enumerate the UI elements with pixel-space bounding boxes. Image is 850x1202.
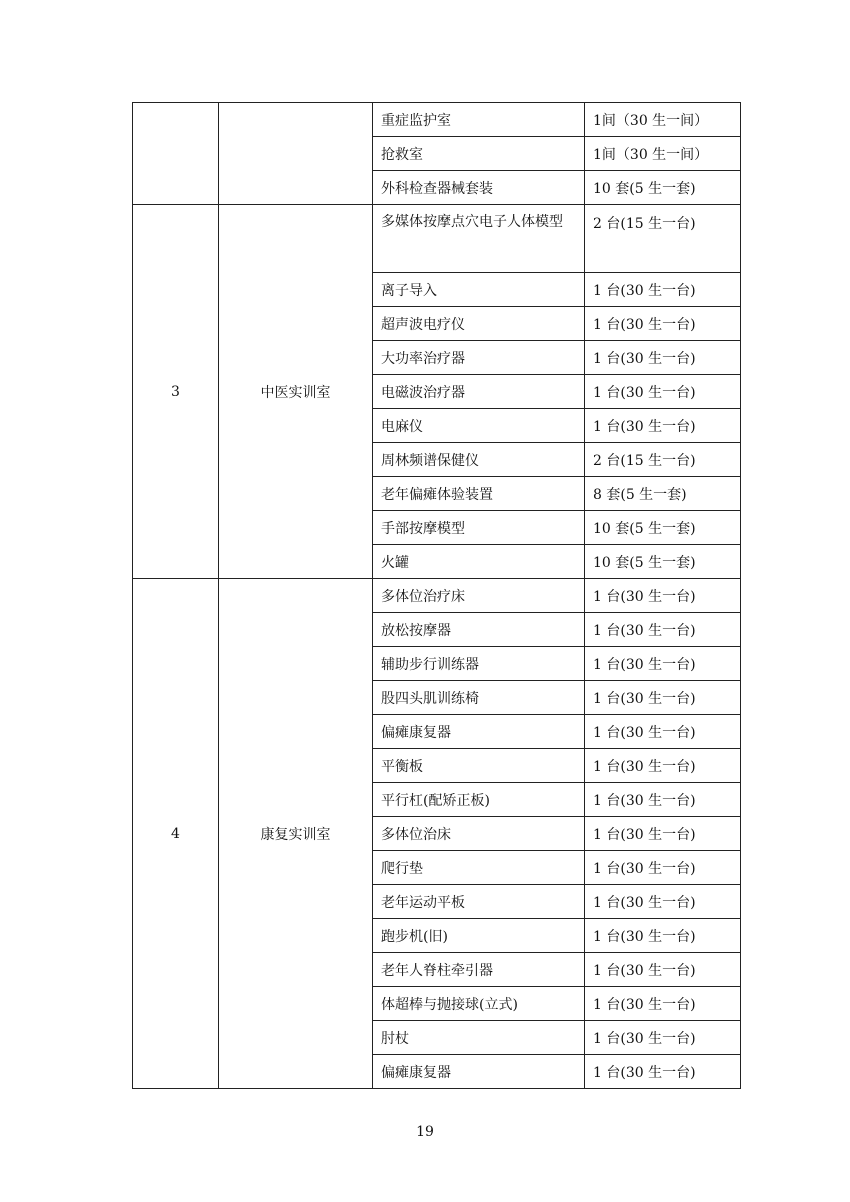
item-name-cell: 爬行垫	[373, 851, 585, 885]
item-name-cell: 抢救室	[373, 137, 585, 171]
item-name-cell: 多媒体按摩点穴电子人体模型	[373, 205, 585, 273]
item-quantity-cell: 2 台(15 生一台)	[585, 205, 741, 273]
item-quantity-cell: 1 台(30 生一台)	[585, 1021, 741, 1055]
item-quantity-cell: 1 台(30 生一台)	[585, 341, 741, 375]
equipment-table	[132, 102, 741, 1089]
item-name-cell: 多体位治疗床	[373, 579, 585, 613]
item-name-cell: 周林频谱保健仪	[373, 443, 585, 477]
room-name-cell: 康复实训室	[219, 579, 373, 1089]
item-quantity-cell: 2 台(15 生一台)	[585, 443, 741, 477]
item-quantity-cell: 1 台(30 生一台)	[585, 1055, 741, 1089]
item-name-cell: 离子导入	[373, 273, 585, 307]
item-quantity-cell: 1 台(30 生一台)	[585, 851, 741, 885]
equipment-table-body	[133, 103, 741, 1089]
item-name-cell: 多体位治床	[373, 817, 585, 851]
item-quantity-cell: 1 台(30 生一台)	[585, 613, 741, 647]
item-quantity-cell: 1 台(30 生一台)	[585, 375, 741, 409]
item-quantity-cell: 1间（30 生一间）	[585, 137, 741, 171]
item-quantity-cell: 1 台(30 生一台)	[585, 409, 741, 443]
item-name-cell: 老年运动平板	[373, 885, 585, 919]
item-quantity-cell: 1 台(30 生一台)	[585, 919, 741, 953]
item-name-cell: 体超棒与抛接球(立式)	[373, 987, 585, 1021]
item-name-cell: 手部按摩模型	[373, 511, 585, 545]
item-name-cell: 电磁波治疗器	[373, 375, 585, 409]
item-quantity-cell: 1 台(30 生一台)	[585, 681, 741, 715]
item-quantity-cell: 10 套(5 生一套)	[585, 545, 741, 579]
item-quantity-cell: 1 台(30 生一台)	[585, 273, 741, 307]
item-name-cell: 偏瘫康复器	[373, 715, 585, 749]
room-name-cell	[219, 103, 373, 205]
item-quantity-cell: 1 台(30 生一台)	[585, 579, 741, 613]
section-number-cell	[133, 103, 219, 205]
item-name-cell: 老年人脊柱牵引器	[373, 953, 585, 987]
item-quantity-cell: 1 台(30 生一台)	[585, 953, 741, 987]
item-name-cell: 超声波电疗仪	[373, 307, 585, 341]
item-quantity-cell: 10 套(5 生一套)	[585, 171, 741, 205]
item-quantity-cell: 1 台(30 生一台)	[585, 715, 741, 749]
item-quantity-cell: 1间（30 生一间）	[585, 103, 741, 137]
item-name-cell: 外科检查器械套装	[373, 171, 585, 205]
item-name-cell: 肘杖	[373, 1021, 585, 1055]
room-name-cell: 中医实训室	[219, 205, 373, 579]
item-name-cell: 重症监护室	[373, 103, 585, 137]
item-quantity-cell: 1 台(30 生一台)	[585, 647, 741, 681]
item-name-cell: 放松按摩器	[373, 613, 585, 647]
item-name-cell: 偏瘫康复器	[373, 1055, 585, 1089]
table-row	[133, 103, 741, 137]
item-name-cell: 火罐	[373, 545, 585, 579]
item-name-cell: 股四头肌训练椅	[373, 681, 585, 715]
section-number-cell: 4	[133, 579, 219, 1089]
item-quantity-cell: 1 台(30 生一台)	[585, 307, 741, 341]
table-row	[133, 579, 741, 613]
item-quantity-cell: 10 套(5 生一套)	[585, 511, 741, 545]
item-name-cell: 辅助步行训练器	[373, 647, 585, 681]
item-name-cell: 电麻仪	[373, 409, 585, 443]
item-quantity-cell: 1 台(30 生一台)	[585, 749, 741, 783]
item-quantity-cell: 1 台(30 生一台)	[585, 817, 741, 851]
section-number-cell: 3	[133, 205, 219, 579]
item-name-cell: 平衡板	[373, 749, 585, 783]
page-number: 19	[416, 1124, 434, 1140]
item-name-cell: 平行杠(配矫正板)	[373, 783, 585, 817]
item-quantity-cell: 1 台(30 生一台)	[585, 885, 741, 919]
item-quantity-cell: 1 台(30 生一台)	[585, 783, 741, 817]
item-quantity-cell: 1 台(30 生一台)	[585, 987, 741, 1021]
item-quantity-cell: 8 套(5 生一套)	[585, 477, 741, 511]
table-row	[133, 205, 741, 273]
item-name-cell: 跑步机(旧)	[373, 919, 585, 953]
item-name-cell: 大功率治疗器	[373, 341, 585, 375]
item-name-cell: 老年偏瘫体验装置	[373, 477, 585, 511]
